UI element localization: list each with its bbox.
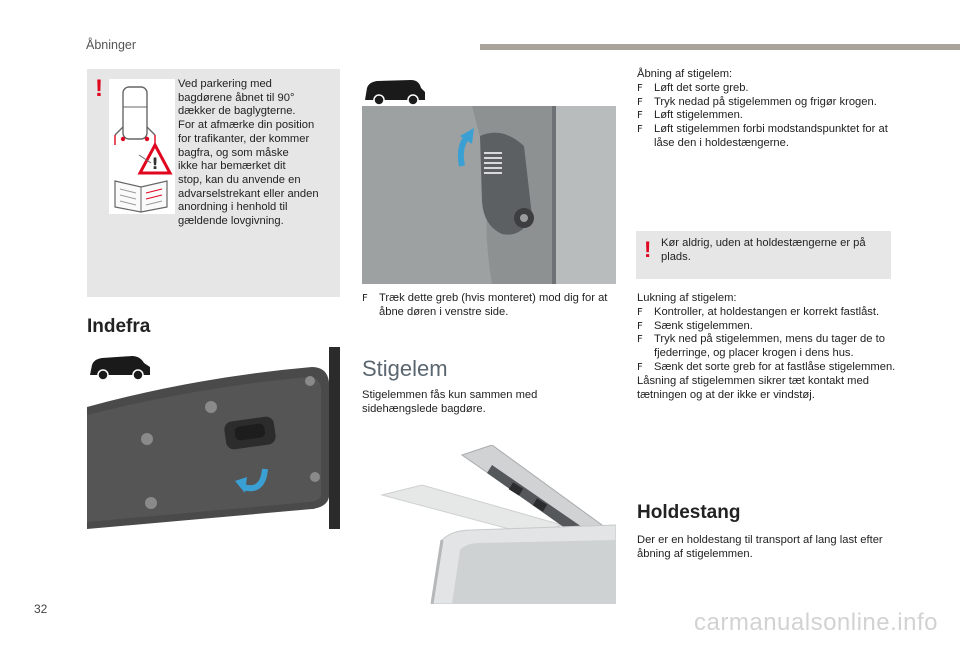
opening-instructions (637, 68, 897, 151)
opening-title: Åbning af stigelem: (637, 68, 733, 80)
bullet-icon: F (637, 361, 643, 373)
handle-caption (362, 292, 618, 320)
stigelem-intro: Stigelemmen fås kun sammen med sidehængslede bagdøre. (362, 389, 538, 415)
list-item: F Løft stigelemmen. (637, 109, 743, 122)
holdestang-heading: Holdestang (637, 502, 741, 523)
list-item: F Kontroller, at holdestangen er korrekt fastlåst. (637, 305, 880, 318)
watermark: carmanualsonline.info (694, 609, 938, 636)
stigelem-heading: Stigelem (362, 356, 448, 381)
holdestang-text: Der er en holdestang til transport af lang last efter åbning af stigelemmen. (637, 534, 883, 560)
tailgate-flap-image (362, 445, 616, 604)
page-number: 32 (34, 602, 48, 616)
van-silhouette-icon (363, 78, 427, 106)
door-handle-image (362, 106, 616, 284)
drive-warning-text: Kør aldrig, uden at holdestængerne er på plads. (661, 237, 866, 263)
list-item: F Tryk ned på stigelemmen, mens du tager de to fjederringe, og placer krogen i dens hus. (637, 333, 885, 360)
bullet-icon: F (362, 293, 368, 304)
closing-note: Låsning af stigelemmen sikrer tæt kontakt med tætningen og at der ikke er vindstøj. (637, 374, 869, 401)
bullet-icon: F (637, 82, 643, 94)
bullet-icon: F (637, 96, 643, 108)
section-label: Åbninger (86, 38, 137, 52)
warning-exclamation-icon: ! (95, 75, 103, 102)
list-item: F Sænk stigelemmen. (637, 319, 753, 332)
svg-text:!: ! (151, 154, 159, 173)
bullet-icon: F (637, 334, 643, 346)
list-item: F Sænk det sorte greb for at fastlåse stigelemmen. (637, 360, 896, 373)
van-rear-doors-warning-illustration (109, 79, 175, 214)
car-silhouette-icon (88, 353, 152, 381)
header-bar (480, 44, 960, 50)
bullet-icon: F (637, 110, 643, 122)
list-item: F Løft stigelemmen forbi modstandspunktet for at låse den i holdestængerne. (637, 123, 888, 149)
list-item: F Træk dette greb (hvis monteret) mod dig for at åbne døren i venstre side. (362, 292, 608, 318)
warning-exclamation-icon: ! (644, 237, 652, 262)
closing-title: Lukning af stigelem: (637, 292, 737, 304)
bullet-icon: F (637, 124, 643, 136)
bullet-icon: F (637, 306, 643, 318)
parking-warning-text: Ved parkering med bagdørene åbnet til 90° dækker de baglygterne. For at afmærke din position for trafikanter, der kommer bagfra, og som måske ikke har bemærket dit stop, kan du anvende en advarselstrekant eller anden anordning i henhold til gældende lovgivning. (178, 78, 319, 228)
list-item: F Løft det sorte greb. (637, 81, 749, 94)
bullet-icon: F (637, 320, 643, 332)
list-item: F Tryk nedad på stigelemmen og frigør krogen. (637, 95, 877, 108)
closing-instructions (637, 292, 899, 402)
indefra-heading: Indefra (87, 316, 151, 337)
